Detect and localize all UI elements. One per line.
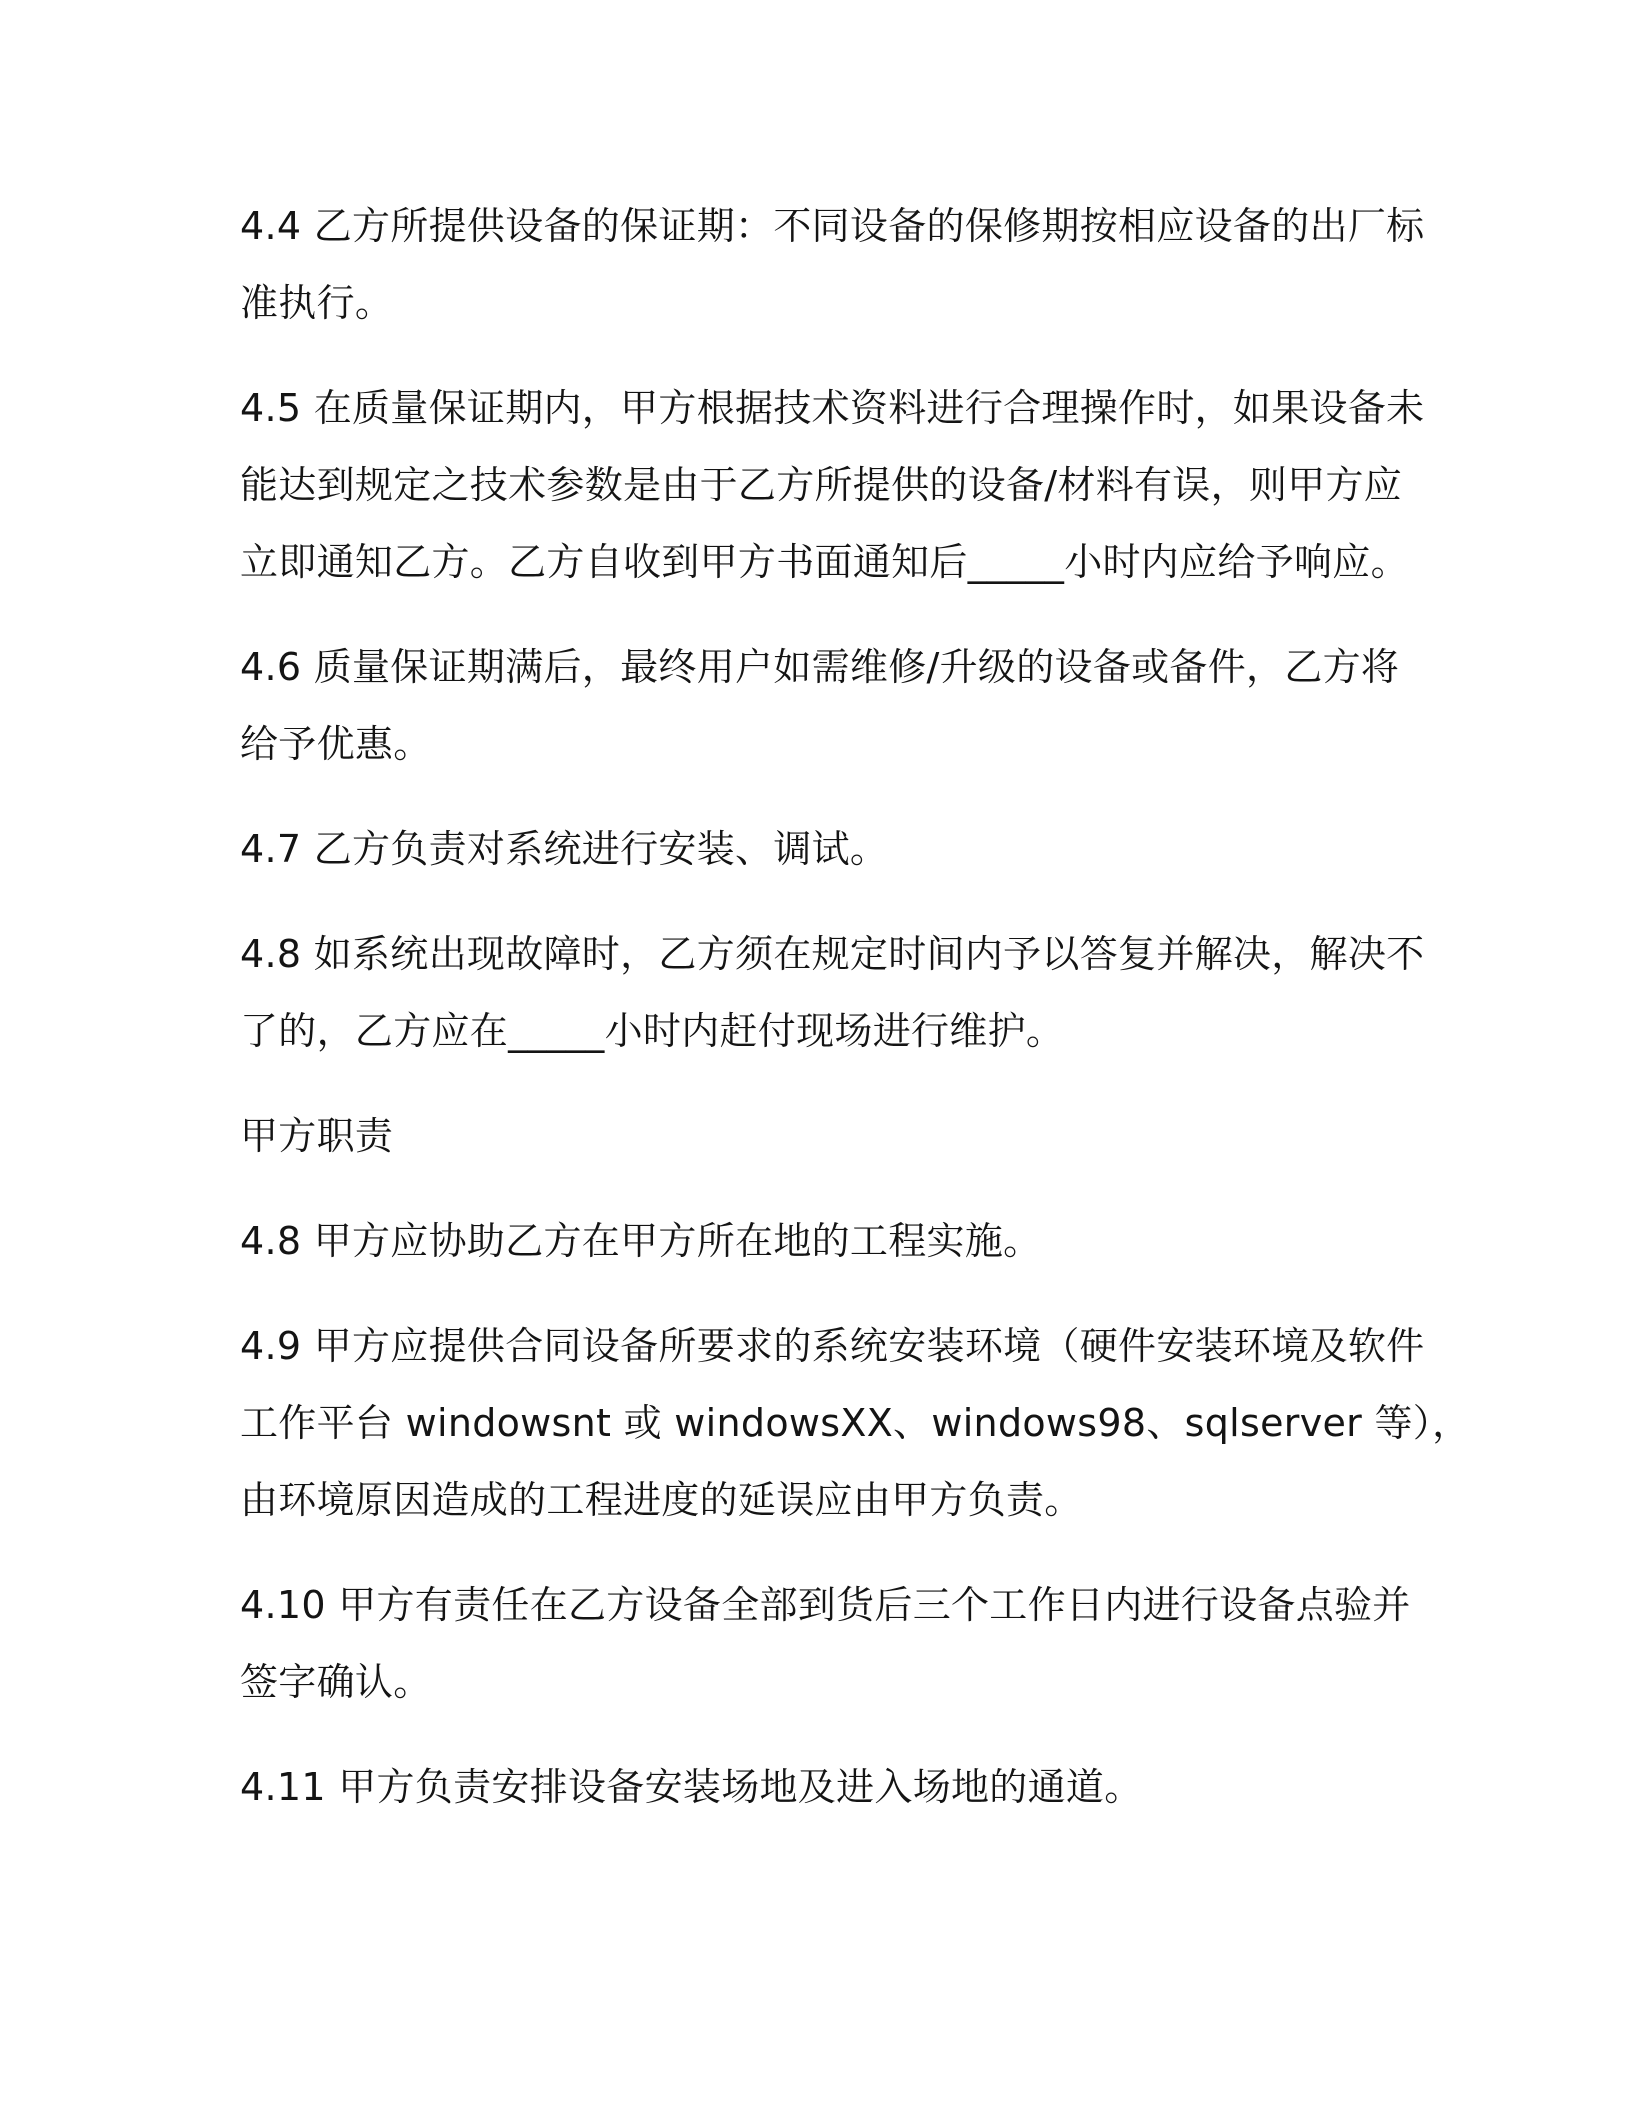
- text-line: 4.7 乙方负责对系统进行安装、调试。: [240, 827, 889, 871]
- text-line: 准执行。: [240, 281, 394, 325]
- document-body: [240, 188, 1471, 1854]
- text-line: 工作平台 windowsnt 或 windowsXX、windows98、sqlserver 等），: [240, 1401, 1471, 1445]
- text-line: 4.5 在质量保证期内，甲方根据技术资料进行合理操作时，如果设备未: [240, 386, 1425, 430]
- clause-4-7: [240, 811, 1400, 888]
- text-line: 4.11 甲方负责安排设备安装场地及进入场地的通道。: [240, 1765, 1143, 1809]
- clause-4-4: [240, 188, 1425, 342]
- text-line: 4.6 质量保证期满后，最终用户如需维修/升级的设备或备件，乙方将: [240, 645, 1400, 689]
- text-line: 给予优惠。: [240, 722, 432, 766]
- clause-4-6: [240, 629, 1400, 783]
- text-line: 甲方职责: [240, 1114, 394, 1158]
- text-line: 4.8 如系统出现故障时，乙方须在规定时间内予以答复并解决，解决不: [240, 932, 1425, 976]
- text-line: 签字确认。: [240, 1660, 432, 1704]
- clause-4-11: [240, 1749, 1400, 1826]
- text-line: 4.8 甲方应协助乙方在甲方所在地的工程实施。: [240, 1219, 1042, 1263]
- text-line: 立即通知乙方。乙方自收到甲方书面通知后_____小时内应给予响应。: [240, 540, 1409, 584]
- text-line: 4.4 乙方所提供设备的保证期：不同设备的保修期按相应设备的出厂标: [240, 204, 1425, 248]
- text-line: 由环境原因造成的工程进度的延误应由甲方负责。: [240, 1478, 1083, 1522]
- clause-4-9: [240, 1308, 1471, 1539]
- section-heading-buyer-duties: [240, 1098, 1400, 1175]
- text-line: 4.10 甲方有责任在乙方设备全部到货后三个工作日内进行设备点验并: [240, 1583, 1411, 1627]
- text-line: 能达到规定之技术参数是由于乙方所提供的设备/材料有误，则甲方应: [240, 463, 1403, 507]
- clause-4-8-buyer: [240, 1203, 1400, 1280]
- clause-4-8-seller: [240, 916, 1425, 1070]
- clause-4-10: [240, 1567, 1411, 1721]
- text-line: 了的，乙方应在_____小时内赶付现场进行维护。: [240, 1009, 1065, 1053]
- clause-4-5: [240, 370, 1425, 601]
- text-line: 4.9 甲方应提供合同设备所要求的系统安装环境（硬件安装环境及软件: [240, 1324, 1425, 1368]
